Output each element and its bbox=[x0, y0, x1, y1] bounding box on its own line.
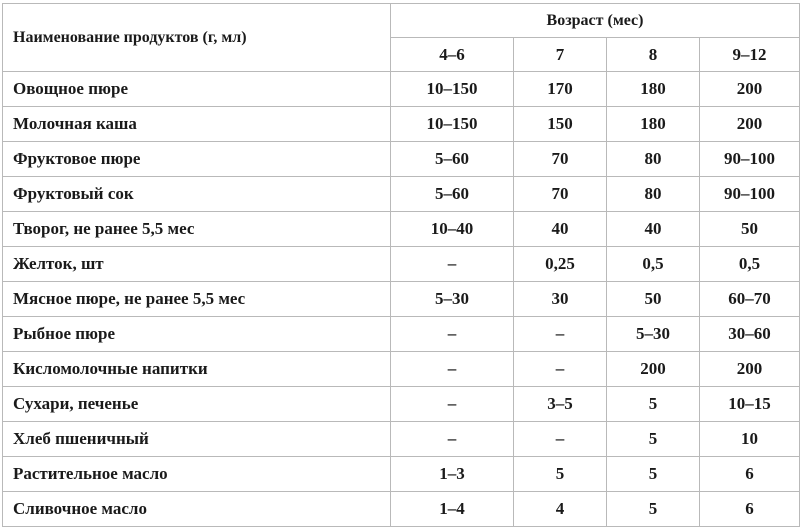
cell-value: 90–100 bbox=[700, 142, 800, 177]
cell-value: 30 bbox=[514, 282, 607, 317]
cell-value: 80 bbox=[607, 142, 700, 177]
cell-value: 4 bbox=[514, 492, 607, 527]
row-name: Сухари, печенье bbox=[3, 387, 391, 422]
cell-value: 40 bbox=[514, 212, 607, 247]
cell-value: 50 bbox=[607, 282, 700, 317]
header-row-1 bbox=[3, 4, 800, 38]
row-name: Овощное пюре bbox=[3, 72, 391, 107]
table-row bbox=[3, 177, 800, 212]
cell-value: 1–4 bbox=[391, 492, 514, 527]
cell-value: 80 bbox=[607, 177, 700, 212]
cell-value: 6 bbox=[700, 457, 800, 492]
food-table-container bbox=[2, 3, 800, 527]
cell-value: – bbox=[514, 352, 607, 387]
cell-value: 0,25 bbox=[514, 247, 607, 282]
cell-value: 50 bbox=[700, 212, 800, 247]
table-row bbox=[3, 457, 800, 492]
header-age-group: 8 bbox=[607, 38, 700, 72]
cell-value: 6 bbox=[700, 492, 800, 527]
cell-value: 0,5 bbox=[607, 247, 700, 282]
row-name: Молочная каша bbox=[3, 107, 391, 142]
table-row bbox=[3, 492, 800, 527]
cell-value: – bbox=[391, 387, 514, 422]
cell-value: 1–3 bbox=[391, 457, 514, 492]
row-name: Хлеб пшеничный bbox=[3, 422, 391, 457]
cell-value: 90–100 bbox=[700, 177, 800, 212]
cell-value: 10–40 bbox=[391, 212, 514, 247]
cell-value: 200 bbox=[700, 107, 800, 142]
cell-value: 180 bbox=[607, 107, 700, 142]
table-row bbox=[3, 142, 800, 177]
table-body bbox=[3, 72, 800, 527]
cell-value: 150 bbox=[514, 107, 607, 142]
table-row bbox=[3, 247, 800, 282]
cell-value: 5 bbox=[607, 387, 700, 422]
food-norms-table bbox=[2, 3, 800, 527]
cell-value: – bbox=[514, 422, 607, 457]
table-row bbox=[3, 107, 800, 142]
cell-value: 10–150 bbox=[391, 107, 514, 142]
row-name: Рыбное пюре bbox=[3, 317, 391, 352]
cell-value: 5–60 bbox=[391, 142, 514, 177]
cell-value: 5 bbox=[607, 457, 700, 492]
cell-value: 70 bbox=[514, 177, 607, 212]
row-name: Творог, не ранее 5,5 мес bbox=[3, 212, 391, 247]
cell-value: 5–30 bbox=[391, 282, 514, 317]
header-age-group: 4–6 bbox=[391, 38, 514, 72]
cell-value: 40 bbox=[607, 212, 700, 247]
cell-value: 200 bbox=[607, 352, 700, 387]
row-name: Кисломолочные напитки bbox=[3, 352, 391, 387]
table-header bbox=[3, 4, 800, 72]
cell-value: 3–5 bbox=[514, 387, 607, 422]
cell-value: – bbox=[391, 247, 514, 282]
header-product-name: Наименование продуктов (г, мл) bbox=[3, 4, 391, 72]
cell-value: 70 bbox=[514, 142, 607, 177]
cell-value: 5–30 bbox=[607, 317, 700, 352]
header-age-group: 9–12 bbox=[700, 38, 800, 72]
table-row bbox=[3, 422, 800, 457]
header-age-group: 7 bbox=[514, 38, 607, 72]
cell-value: 10–150 bbox=[391, 72, 514, 107]
cell-value: 200 bbox=[700, 352, 800, 387]
row-name: Мясное пюре, не ранее 5,5 мес bbox=[3, 282, 391, 317]
cell-value: 5–60 bbox=[391, 177, 514, 212]
cell-value: 10–15 bbox=[700, 387, 800, 422]
cell-value: 5 bbox=[607, 422, 700, 457]
cell-value: 5 bbox=[514, 457, 607, 492]
row-name: Фруктовое пюре bbox=[3, 142, 391, 177]
row-name: Фруктовый сок bbox=[3, 177, 391, 212]
cell-value: – bbox=[514, 317, 607, 352]
cell-value: – bbox=[391, 422, 514, 457]
cell-value: 200 bbox=[700, 72, 800, 107]
cell-value: 30–60 bbox=[700, 317, 800, 352]
table-row bbox=[3, 317, 800, 352]
cell-value: 10 bbox=[700, 422, 800, 457]
cell-value: – bbox=[391, 317, 514, 352]
cell-value: 0,5 bbox=[700, 247, 800, 282]
table-row bbox=[3, 387, 800, 422]
cell-value: – bbox=[391, 352, 514, 387]
row-name: Сливочное масло bbox=[3, 492, 391, 527]
cell-value: 170 bbox=[514, 72, 607, 107]
row-name: Растительное масло bbox=[3, 457, 391, 492]
cell-value: 5 bbox=[607, 492, 700, 527]
cell-value: 180 bbox=[607, 72, 700, 107]
table-row bbox=[3, 212, 800, 247]
cell-value: 60–70 bbox=[700, 282, 800, 317]
table-row bbox=[3, 72, 800, 107]
table-row bbox=[3, 352, 800, 387]
row-name: Желток, шт bbox=[3, 247, 391, 282]
table-row bbox=[3, 282, 800, 317]
header-age: Возраст (мес) bbox=[391, 4, 800, 38]
